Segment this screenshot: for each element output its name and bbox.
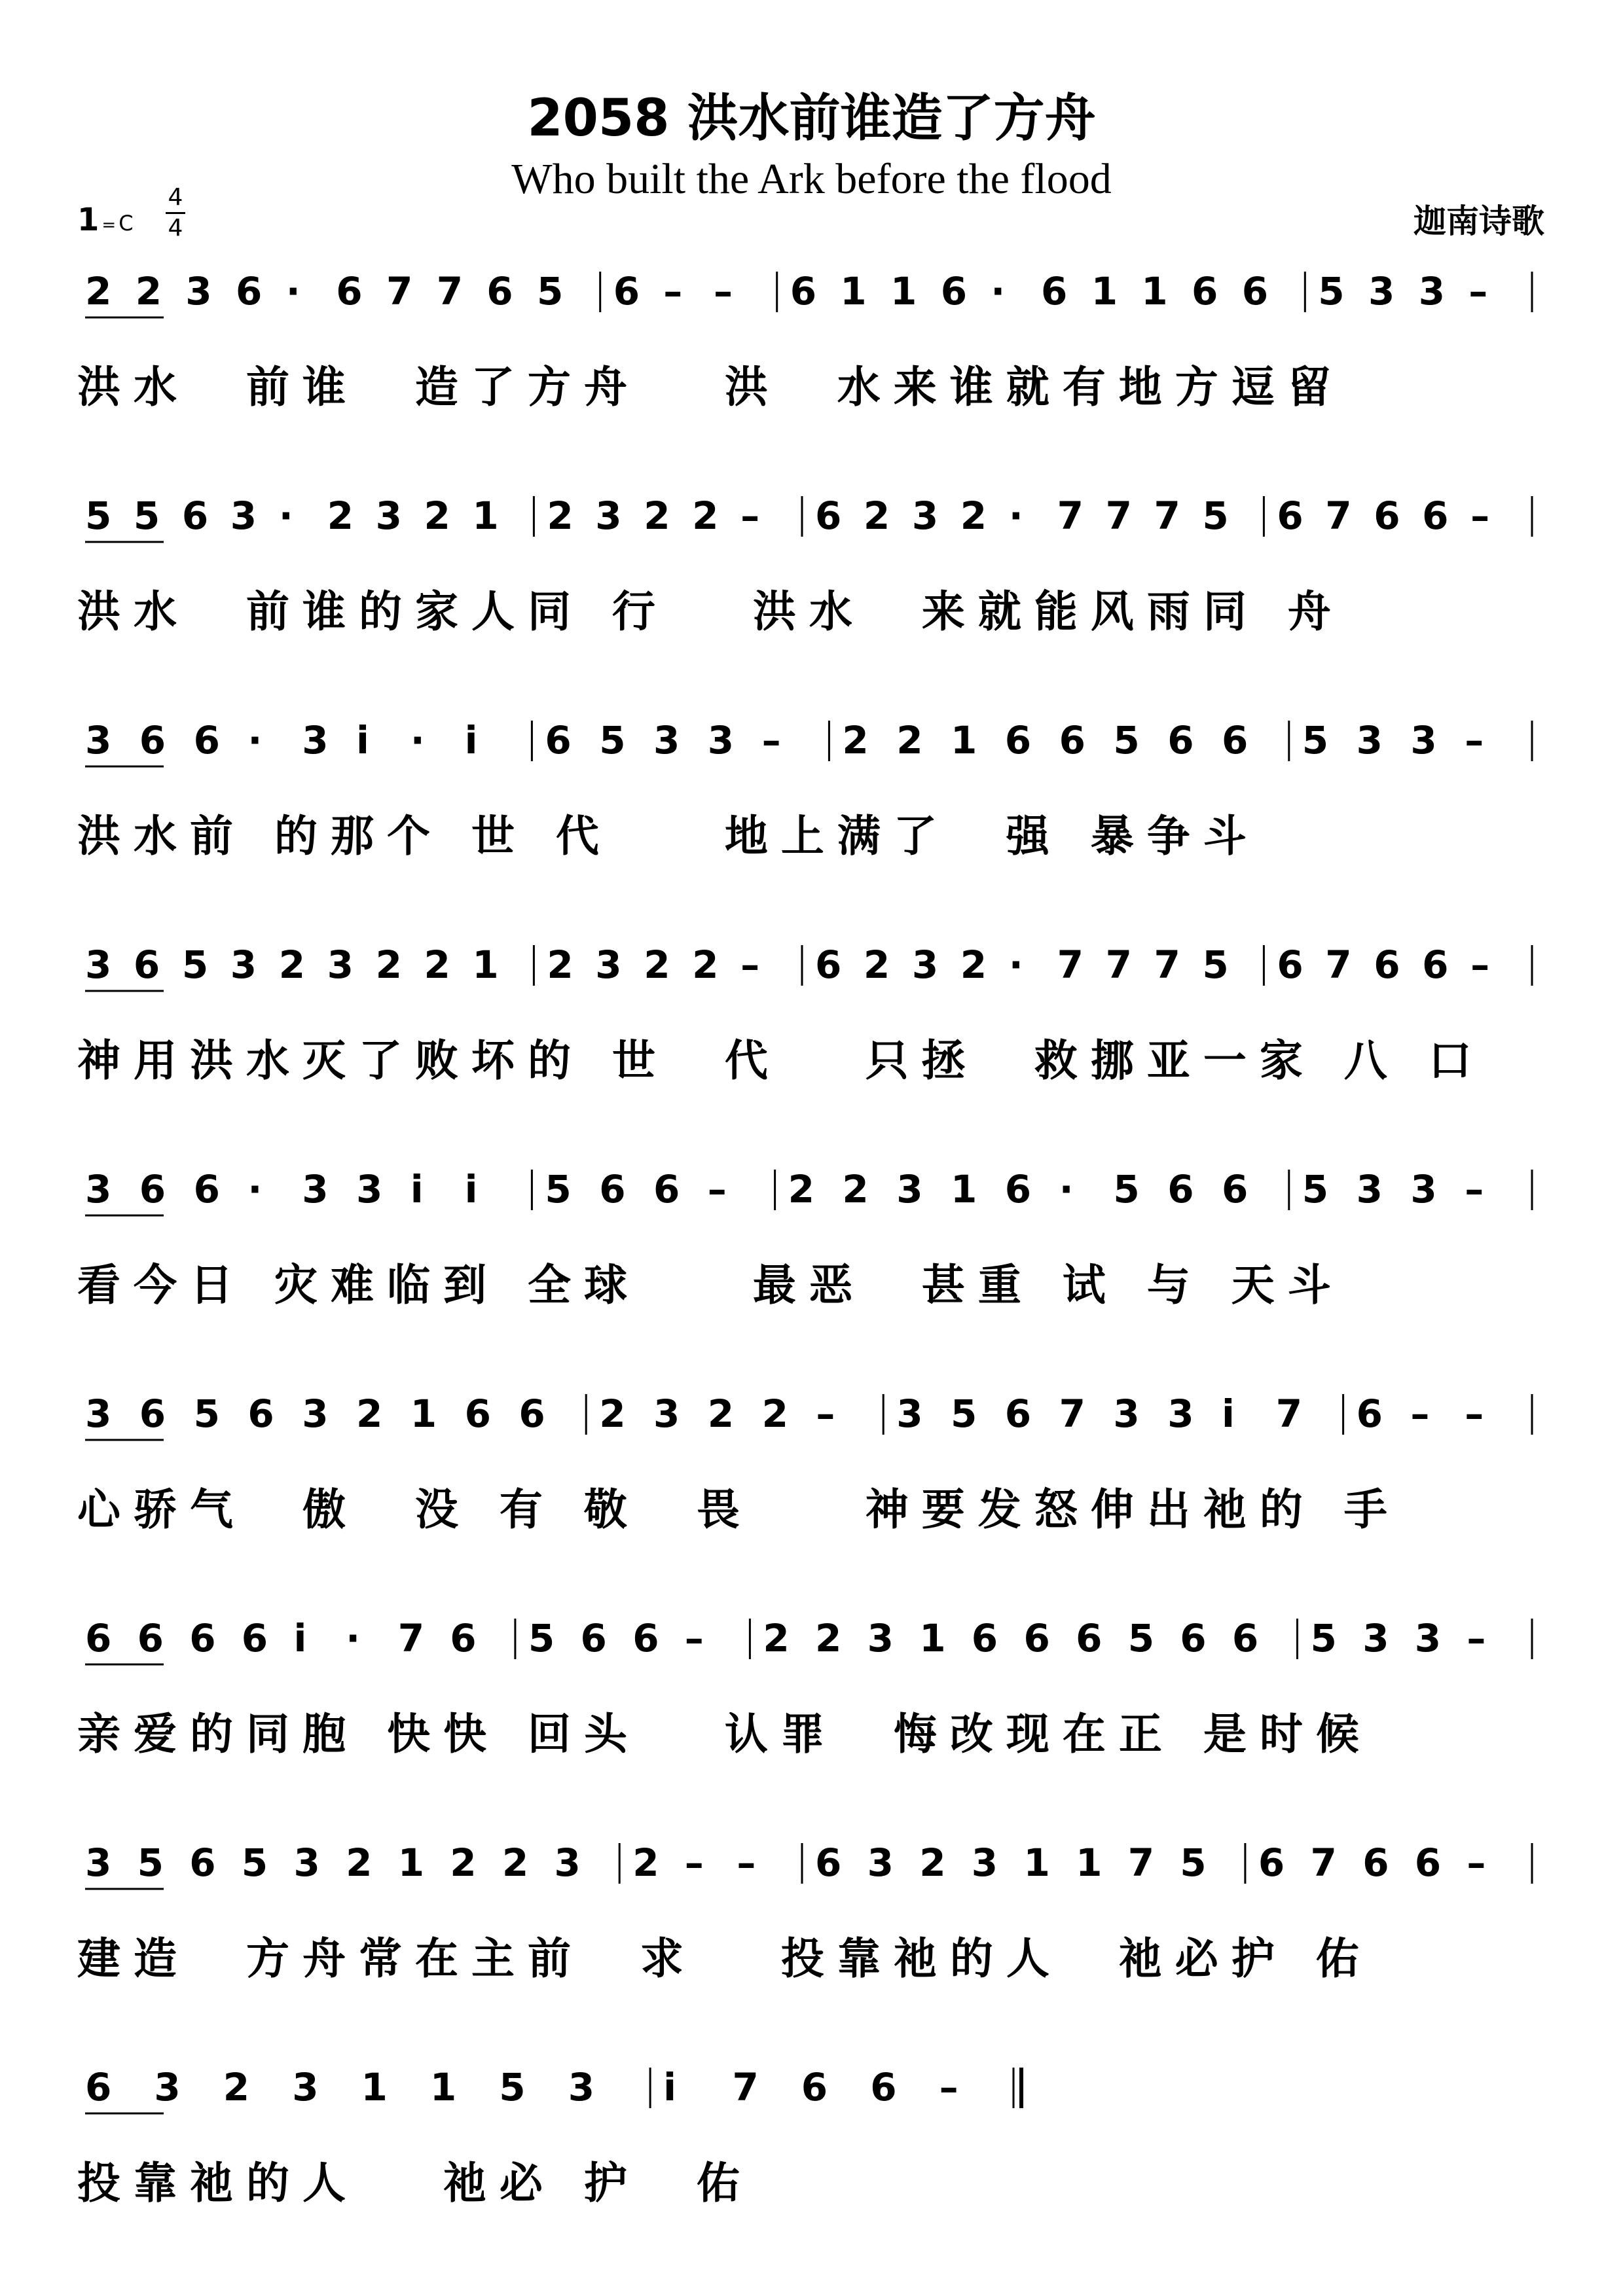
lyric-line: 看今日 灾难临到 全球 最恶 甚重 试 与 天斗 (77, 1260, 1344, 1310)
measure (528, 1616, 704, 1660)
note: 6 (1222, 718, 1249, 762)
note: 6 (801, 2065, 828, 2109)
note: 3 (85, 1391, 112, 1436)
note: 2 (135, 269, 162, 314)
note: 3 (1356, 1167, 1383, 1211)
measure (663, 2065, 958, 2109)
note: i (1222, 1391, 1235, 1436)
note: 5 (528, 1616, 555, 1660)
note: 5 (1202, 493, 1229, 538)
note: 6 (815, 1840, 842, 1885)
lyric-line: 建造 方舟常在主前 求 投靠祂的人 祂必护 佑 (77, 1933, 1372, 1984)
dot: · (247, 718, 263, 762)
note: 5 (1310, 1616, 1337, 1660)
song-title: 2058 洪水前谁造了方舟 (527, 89, 1096, 148)
note: 3 (1113, 1391, 1140, 1436)
measure (1277, 493, 1489, 538)
dash: – (1465, 718, 1484, 762)
note: 1 (1141, 269, 1168, 314)
note: 2 (960, 942, 987, 987)
measure (599, 1391, 835, 1436)
lyric-line: 亲爱的同胞 快快 回头 认罪 悔改现在正 是时候 (77, 1709, 1372, 1759)
note: 5 (241, 1840, 268, 1885)
note: 3 (911, 942, 939, 987)
note: 1 (410, 1391, 437, 1436)
measure (790, 269, 1268, 314)
dash: – (737, 1840, 756, 1885)
note: 1 (472, 942, 499, 987)
note: 2 (919, 1840, 946, 1885)
note: 1 (1091, 269, 1118, 314)
note: 6 (1258, 1840, 1285, 1885)
note: 3 (1362, 1616, 1389, 1660)
note: 6 (870, 2065, 897, 2109)
note: 6 (1076, 1616, 1103, 1660)
note: 7 (1325, 942, 1352, 987)
measure (547, 493, 759, 538)
note: 3 (230, 493, 257, 538)
note: 2 (863, 942, 890, 987)
note: 6 (1167, 1167, 1194, 1211)
measure (85, 269, 563, 314)
note: 3 (971, 1840, 998, 1885)
note: 1 (951, 718, 977, 762)
note: i (293, 1616, 307, 1660)
lyric-line: 神用洪水灭了败坏的 世 代 只拯 救挪亚一家 八 口 (77, 1035, 1485, 1086)
note: 6 (519, 1391, 545, 1436)
time-signature (162, 183, 189, 243)
note: 7 (1059, 1391, 1085, 1436)
note: 5 (951, 1391, 977, 1436)
dash: – (1467, 1840, 1486, 1885)
note: 6 (1023, 1616, 1050, 1660)
note: 3 (595, 493, 622, 538)
note: 3 (85, 718, 112, 762)
measure (85, 1840, 581, 1885)
note: 6 (139, 718, 166, 762)
note: 6 (85, 1616, 112, 1660)
measure (85, 493, 499, 538)
note: 3 (554, 1840, 581, 1885)
dash: – (714, 269, 733, 314)
note: 2 (278, 942, 306, 987)
note: 3 (653, 1391, 680, 1436)
dot: · (278, 493, 293, 538)
dash: – (663, 269, 683, 314)
note: 2 (547, 942, 574, 987)
note: 6 (1059, 718, 1085, 762)
note: 7 (1127, 1840, 1155, 1885)
note: 6 (1231, 1616, 1259, 1660)
music-system (0, 1381, 1623, 1604)
note: 7 (1154, 493, 1180, 538)
note: 6 (85, 2065, 112, 2109)
note: 3 (867, 1840, 894, 1885)
note: 6 (1362, 1840, 1389, 1885)
note: 7 (397, 1616, 425, 1660)
dash: – (761, 718, 781, 762)
note: 7 (1154, 942, 1180, 987)
music-system (0, 483, 1623, 706)
note: 6 (133, 942, 160, 987)
note: 2 (815, 1616, 842, 1660)
note: 6 (181, 493, 209, 538)
note: 6 (241, 1616, 268, 1660)
measure (545, 1167, 726, 1211)
note: 3 (85, 1167, 112, 1211)
note: 6 (450, 1616, 477, 1660)
note: 6 (1414, 1840, 1442, 1885)
note: 6 (1374, 493, 1400, 538)
note: 6 (971, 1616, 998, 1660)
note: 2 (547, 493, 574, 538)
note: 6 (1241, 269, 1269, 314)
lyric-line: 洪水前 的那个 世 代 地上满了 强 暴争斗 (77, 811, 1260, 861)
note: 6 (189, 1616, 216, 1660)
note: 5 (1113, 1167, 1140, 1211)
measure (1311, 1616, 1486, 1660)
note: 6 (1041, 269, 1068, 314)
note: 5 (1318, 269, 1345, 314)
note: 1 (429, 2065, 457, 2109)
note: 3 (707, 718, 735, 762)
note: 2 (644, 942, 670, 987)
note: 3 (595, 942, 622, 987)
note: 2 (424, 493, 450, 538)
note: 5 (193, 1391, 220, 1436)
note: 6 (790, 269, 817, 314)
measure (1258, 1840, 1486, 1885)
note: 5 (1202, 942, 1229, 987)
note: 3 (1167, 1391, 1194, 1436)
dash: – (1465, 1391, 1484, 1436)
note: 2 (346, 1840, 373, 1885)
note: 6 (815, 493, 842, 538)
note: 7 (1057, 493, 1084, 538)
note: 3 (375, 493, 402, 538)
music-system (0, 1830, 1623, 2053)
dash: – (1468, 269, 1488, 314)
note: 5 (1180, 1840, 1207, 1885)
note: 3 (302, 1167, 329, 1211)
note: 3 (653, 718, 680, 762)
note: 5 (599, 718, 626, 762)
note: i (464, 1167, 478, 1211)
note: 3 (293, 1840, 320, 1885)
measure (85, 2065, 594, 2109)
note: 7 (436, 269, 464, 314)
note: 1 (361, 2065, 388, 2109)
dash: – (816, 1391, 835, 1436)
measure (1357, 1391, 1484, 1436)
measure (842, 718, 1248, 762)
note: 2 (450, 1840, 477, 1885)
note: 6 (1422, 493, 1449, 538)
dash: – (707, 1167, 727, 1211)
note: 6 (653, 1167, 680, 1211)
key-equals: = (101, 215, 117, 235)
note: 5 (85, 493, 112, 538)
time-numerator: 4 (168, 184, 183, 211)
note: 6 (1374, 942, 1400, 987)
dash: – (1470, 942, 1490, 987)
note: 3 (867, 1616, 894, 1660)
note: 7 (1105, 493, 1132, 538)
dot: · (346, 1616, 361, 1660)
measure (788, 1167, 1249, 1211)
measure (613, 269, 733, 314)
music-system (0, 1605, 1623, 1828)
dot: · (1008, 493, 1023, 538)
note: 5 (537, 269, 564, 314)
dash: – (740, 493, 760, 538)
note: 6 (580, 1616, 607, 1660)
dash: – (740, 942, 760, 987)
note: 5 (181, 942, 209, 987)
note: 1 (951, 1167, 977, 1211)
note: 2 (863, 493, 890, 538)
dash: – (684, 1840, 704, 1885)
note: 2 (85, 269, 112, 314)
note: 6 (1277, 942, 1304, 987)
note: 6 (1180, 1616, 1207, 1660)
note: 5 (1127, 1616, 1155, 1660)
note: 3 (154, 2065, 181, 2109)
note: 3 (185, 269, 212, 314)
measure (815, 493, 1229, 538)
note: 3 (1410, 718, 1437, 762)
note: 1 (919, 1616, 946, 1660)
note: 7 (732, 2065, 759, 2109)
note: 6 (189, 1840, 216, 1885)
note: 2 (692, 942, 719, 987)
note: 3 (911, 493, 939, 538)
measure (763, 1616, 1258, 1660)
note: 6 (1422, 942, 1449, 987)
note: i (663, 2065, 676, 2109)
note: 3 (1414, 1616, 1442, 1660)
dash: – (1470, 493, 1490, 538)
note: 3 (568, 2065, 595, 2109)
dash: – (1410, 1391, 1430, 1436)
note: 3 (356, 1167, 383, 1211)
measure (896, 1391, 1302, 1436)
note: 3 (327, 942, 354, 987)
dot: · (1008, 942, 1023, 987)
key-signature (77, 202, 134, 238)
measure (547, 942, 759, 987)
key-degree: 1 (77, 202, 100, 238)
note: 6 (1277, 493, 1304, 538)
dash: – (1467, 1616, 1486, 1660)
note: 7 (1275, 1391, 1303, 1436)
music-system (0, 2054, 1623, 2277)
measure (85, 718, 477, 762)
dot: · (410, 718, 425, 762)
music-system (0, 1157, 1623, 1379)
note: 6 (1004, 1391, 1032, 1436)
measure (1302, 718, 1484, 762)
note: 2 (707, 1391, 735, 1436)
measure (632, 1840, 756, 1885)
note: 6 (464, 1391, 491, 1436)
note: 6 (1356, 1391, 1383, 1436)
note: 7 (1310, 1840, 1337, 1885)
note: 3 (85, 1840, 112, 1885)
music-system (0, 932, 1623, 1155)
measure (85, 942, 499, 987)
dash: – (684, 1616, 704, 1660)
note: 3 (1418, 269, 1446, 314)
note: 6 (236, 269, 263, 314)
note: 2 (632, 1840, 659, 1885)
lyric-line: 洪水 前谁的家人同 行 洪水 来就能风雨同 舟 (77, 586, 1344, 637)
note: 6 (940, 269, 968, 314)
note: 6 (139, 1391, 166, 1436)
note: 5 (499, 2065, 526, 2109)
note: 6 (247, 1391, 274, 1436)
note: 6 (139, 1167, 166, 1211)
note: 6 (613, 269, 640, 314)
note: 7 (1325, 493, 1352, 538)
note: 3 (896, 1167, 923, 1211)
note: 2 (842, 718, 869, 762)
dot: · (247, 1167, 263, 1211)
note: 1 (840, 269, 867, 314)
measure (1277, 942, 1489, 987)
author-credit: 迦南诗歌 (1413, 202, 1544, 240)
note: 2 (644, 493, 670, 538)
note: 2 (356, 1391, 383, 1436)
note: 2 (842, 1167, 869, 1211)
note: 3 (302, 718, 329, 762)
note: 7 (1057, 942, 1084, 987)
note: 1 (397, 1840, 425, 1885)
dash: – (939, 2065, 958, 2109)
note: 6 (193, 1167, 220, 1211)
measure (85, 1167, 477, 1211)
note: 2 (375, 942, 402, 987)
note: 7 (386, 269, 413, 314)
measure (1318, 269, 1487, 314)
note: 1 (1076, 1840, 1103, 1885)
measure (815, 942, 1229, 987)
measure (85, 1391, 545, 1436)
note: 6 (486, 269, 513, 314)
note: i (356, 718, 369, 762)
note: 6 (336, 269, 363, 314)
note: 5 (137, 1840, 164, 1885)
note: 5 (133, 493, 160, 538)
note: 3 (302, 1391, 329, 1436)
note: 2 (896, 718, 923, 762)
note: 2 (692, 493, 719, 538)
music-system (0, 708, 1623, 930)
note: 3 (85, 942, 112, 987)
note: 6 (599, 1167, 626, 1211)
dot: · (1059, 1167, 1074, 1211)
note: 2 (599, 1391, 626, 1436)
note: 3 (896, 1391, 923, 1436)
note: 5 (1302, 1167, 1329, 1211)
note: 6 (1192, 269, 1218, 314)
lyric-line: 心骄气 傲 没 有 敬 畏 神要发怒伸出祂的 手 (77, 1484, 1400, 1535)
note: 6 (545, 718, 572, 762)
key-letter: C (119, 211, 134, 236)
note: 7 (1105, 942, 1132, 987)
lyric-line: 洪水 前谁 造了方舟 洪 水来谁就有地方逗留 (77, 362, 1344, 412)
note: 6 (1167, 718, 1194, 762)
measure (1302, 1167, 1484, 1211)
note: 2 (424, 942, 450, 987)
note: 2 (763, 1616, 790, 1660)
note: 6 (632, 1616, 659, 1660)
note: 1 (472, 493, 499, 538)
note: 6 (1004, 1167, 1032, 1211)
note: 2 (788, 1167, 814, 1211)
note: 3 (230, 942, 257, 987)
note: 1 (890, 269, 917, 314)
music-system (0, 259, 1623, 481)
note: 2 (761, 1391, 788, 1436)
note: 2 (501, 1840, 529, 1885)
note: 6 (137, 1616, 164, 1660)
note: 1 (1023, 1840, 1050, 1885)
song-subtitle: Who built the Ark before the flood (511, 155, 1112, 203)
note: 6 (815, 942, 842, 987)
dot: · (991, 269, 1006, 314)
note: 2 (327, 493, 354, 538)
note: 5 (545, 1167, 572, 1211)
dash: – (1465, 1167, 1484, 1211)
note: 5 (1113, 718, 1140, 762)
note: 5 (1302, 718, 1329, 762)
measure (545, 718, 780, 762)
lyric-line: 投靠祂的人 祂必 护 佑 (77, 2158, 753, 2208)
note: 2 (960, 493, 987, 538)
note: 2 (223, 2065, 250, 2109)
dot: · (285, 269, 301, 314)
note: 6 (1004, 718, 1032, 762)
note: 6 (193, 718, 220, 762)
note: i (410, 1167, 424, 1211)
note: 3 (1410, 1167, 1437, 1211)
note: 3 (292, 2065, 319, 2109)
measure (815, 1840, 1207, 1885)
note: i (464, 718, 478, 762)
note: 6 (1222, 1167, 1249, 1211)
note: 3 (1356, 718, 1383, 762)
measure (85, 1616, 477, 1660)
note: 3 (1368, 269, 1395, 314)
time-denominator: 4 (168, 215, 183, 242)
